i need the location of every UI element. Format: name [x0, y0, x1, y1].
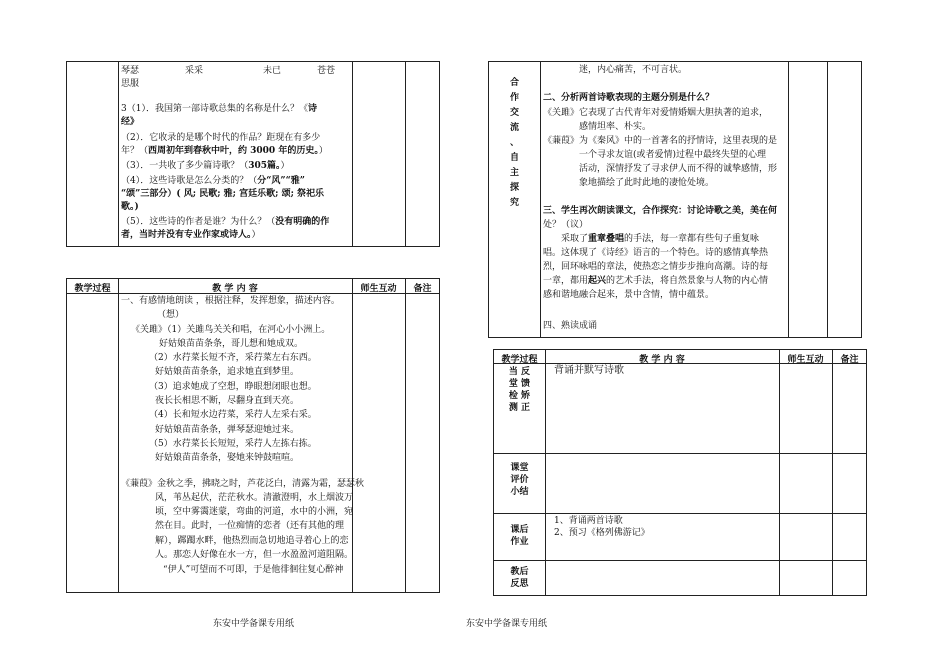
classroom-check-content: 背诵并默写诗歌 [554, 365, 624, 376]
content-line: 风，苇丛起伏，茫茫秋水。清澈澄明，水上烟波万 [155, 493, 354, 503]
content-line: 唱。这体现了《诗经》语言的一个特色。诗的感情真挚热 [543, 248, 769, 258]
footer-right: 东安中学备课专用纸 [466, 619, 548, 629]
content-line: 好姑娘苗苗条条，弹琴瑟迎她过来。 [155, 425, 300, 435]
content-line: 四、熟读成诵 [543, 321, 598, 331]
question-5: （5）．这些诗的作者是谁？为什么？（没有明确的作 [121, 217, 330, 227]
answer-line-1 [121, 65, 351, 78]
homework-item-2: 2、预习《格列佛游记》 [554, 528, 650, 538]
content-line: 解），踯躅水畔，他热烈而急切地追寻着心上的恋 [155, 536, 349, 546]
label-classroom-summary: 课堂 评价 小结 [510, 463, 529, 497]
content-line: 人。那恋人好像在水一方，但一水盈盈河道阻隔。 [155, 550, 354, 560]
header-notes: 备注 [413, 284, 432, 294]
content-line: 《关雎》它表现了古代青年对爱情婚姻大胆执著的追求， [543, 108, 769, 118]
content-line: 《关雎》（1）关雎鸟关关和唱，在河心小小洲上。 [131, 325, 331, 335]
answer-word-2: 采采 [185, 66, 204, 76]
homework-item-1: 1、背诵两首诗歌 [554, 516, 623, 526]
content-line: 然在目。此时，一位痴情的恋者（还有其他的理 [155, 521, 345, 531]
content-line: （4）长和短水边荇菜，采荇人左采右采。 [149, 410, 317, 420]
content-line: 好姑娘苗苗条条，娶她来钟鼓喧喧。 [155, 453, 300, 463]
question-3: （3）．一共收了多少篇诗歌？（305篇。） [121, 161, 290, 171]
content-line: 感情坦率、朴实。 [579, 122, 652, 132]
content-line: 好姑娘苗苗条条，追求她直到梦里。 [155, 367, 300, 377]
content-line: 处？（议） [543, 220, 589, 230]
header-process: 教学过程 [501, 355, 538, 365]
question-4-answer-cont: 歌。) [121, 202, 139, 212]
content-line: （想） [157, 310, 185, 320]
content-line: （3）追求她成了空想，睁眼想闭眼也想。 [149, 382, 317, 392]
content-line: 烈，回环咏唱的章法，使热恋之情步步推向高潮。诗的每 [543, 262, 769, 272]
footer-left: 东安中学备课专用纸 [213, 619, 295, 629]
content-line: （2）水荇菜长短不齐，采荇菜左右东西。 [149, 353, 317, 363]
question-4-answer: “颂”三部分）( 风; 民歌; 雅; 宫廷乐歌; 颂; 祭祀乐 [121, 189, 325, 199]
question-2-answer: 年？（西周初年到春秋中叶，约 3000 年的历史。） [121, 146, 328, 156]
content-line: 感和谐地融合起来，景中含情，情中蕴景。 [543, 290, 715, 300]
header-process: 教学过程 [74, 284, 111, 294]
right-top-table [488, 61, 862, 338]
question-4: （4）．这些诗歌是怎么分类的？（分“风”“雅” [121, 176, 305, 186]
left-bottom-table [66, 278, 440, 593]
header-notes: 备注 [840, 355, 859, 365]
header-content: 教 学 内 容 [639, 355, 685, 365]
content-line: 活动，深情抒发了寻求伊人而不得的诚挚感情，形 [579, 164, 778, 174]
question-5-answer: 者，当时并没有专业作家或诗人。） [121, 230, 261, 240]
header-content: 教 学 内 容 [212, 284, 258, 294]
left-top-table [66, 61, 440, 247]
content-line: 一章，都用起兴的艺术手法，将自然景象与人物的内心情 [543, 276, 769, 286]
answer-word-1: 琴瑟 [121, 66, 140, 76]
content-line: 好姑娘苗苗条条，哥儿想和她成双。 [159, 339, 304, 349]
content-line: 《蒹葭》为《秦风》中的一首著名的抒情诗，这里表现的是 [543, 136, 778, 146]
content-line: 象地描绘了此时此地的凄怆处境。 [579, 178, 715, 188]
content-line: 迷，内心痛苦，不可言状。 [579, 65, 688, 75]
content-line: 夜长长相思不断，尽翻身直到天亮。 [155, 396, 300, 406]
content-line: 采取了重章叠唱的手法，每一章都有些句子重复咏 [561, 234, 760, 244]
content-line: 一个寻求友谊(或者爱情)过程中最终失望的心理 [579, 150, 767, 160]
answer-word-4: 苍苍 [317, 66, 336, 76]
content-line: （5）水荇菜长长短短，采荇人左拣右拣。 [149, 439, 317, 449]
content-line: 《蒹葭》金秋之季，拂晓之时，芦花泛白，清露为霜，瑟瑟秋 [121, 479, 365, 489]
content-line: “伊人”可望而不可即，于是他徘徊往复心醉神 [163, 565, 344, 575]
content-line: 二、分析两首诗歌表现的主题分别是什么？ [543, 93, 715, 103]
side-label-cooperation: 合 作 交 流 、 自 主 探 究 [509, 78, 519, 208]
answer-word-3: 未已 [263, 66, 282, 76]
right-bottom-table [493, 349, 867, 596]
content-line: 顷，空中雾霭迷蒙，弯曲的河道，水中的小洲，宛 [155, 507, 354, 517]
content-line: 三、学生再次朗读课文，合作探究：讨论诗歌之美，美在何 [543, 206, 778, 216]
question-1-answer: 经》 [121, 117, 140, 127]
header-interaction: 师生互动 [787, 355, 824, 365]
label-classroom-check: 当 反 堂 馈 检 矫 测 正 [508, 367, 531, 413]
label-homework: 课后 作业 [510, 525, 529, 547]
header-interaction: 师生互动 [360, 284, 397, 294]
question-2: （2）．它收录的是哪个时代的作品？距现在有多少 [121, 133, 321, 143]
question-1: 3（1）．我国第一部诗歌总集的名称是什么？《诗 [121, 104, 317, 114]
label-reflection: 教后 反思 [510, 567, 529, 589]
content-line: 一、有感情地朗读 ，根据注释，发挥想象，描述内容。 [121, 296, 340, 306]
answer-line-2: 思服 [121, 79, 140, 89]
